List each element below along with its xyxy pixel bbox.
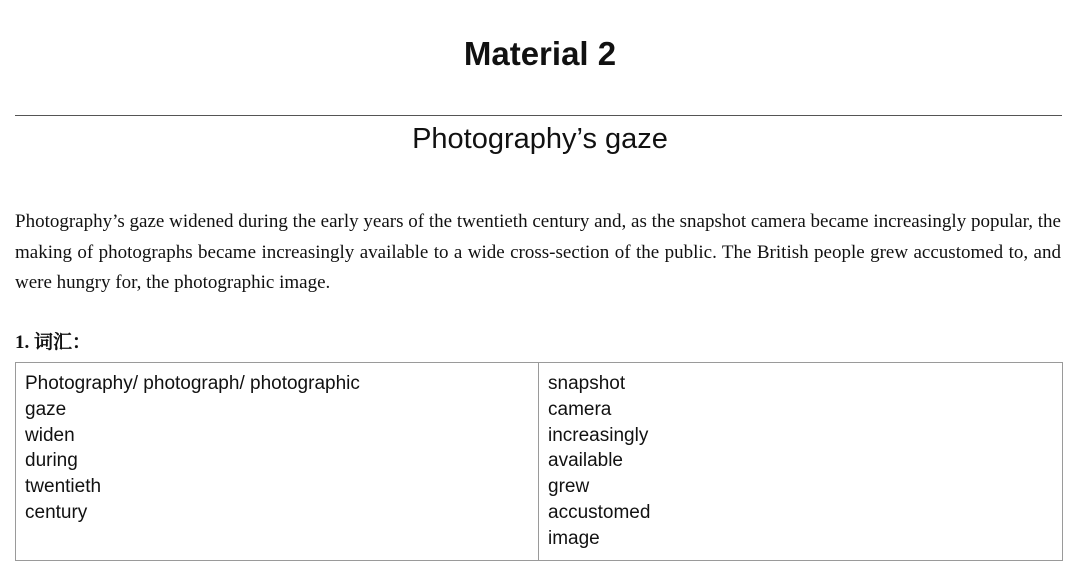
vocab-word: image <box>548 527 600 549</box>
vocabulary-column-right <box>539 363 1063 561</box>
vocab-word: increasingly <box>548 424 649 446</box>
vocab-word: gaze <box>25 398 67 420</box>
vocab-word: accustomed <box>548 501 651 523</box>
vocabulary-row <box>16 363 1063 561</box>
article-title: Photography’s gaze <box>412 123 668 155</box>
article-paragraph: Photography’s gaze widened during the early years of the twentieth century and, as the snapshot camera became increasingly popular, the making of photographs became increasingly available to a wide cross-section of the public. The British people grew accustomed to, and were hungry for, the photographic image. <box>15 211 1061 293</box>
vocab-word: widen <box>25 424 75 446</box>
vocabulary-table <box>15 362 1063 561</box>
vocab-word: century <box>25 501 88 523</box>
page-title: Material 2 <box>463 35 617 72</box>
vocabulary-column-left <box>16 363 539 561</box>
vocab-word: camera <box>548 398 612 420</box>
vocab-word: during <box>25 450 78 472</box>
vocab-word: available <box>548 450 623 472</box>
vocab-word: snapshot <box>548 373 626 394</box>
divider-rule <box>15 115 1062 116</box>
vocab-word: grew <box>548 476 590 498</box>
vocab-word: twentieth <box>25 476 102 498</box>
vocab-word: Photography/ photograph/ photographic <box>25 373 360 394</box>
vocabulary-heading: 1. 词汇： <box>15 332 92 353</box>
